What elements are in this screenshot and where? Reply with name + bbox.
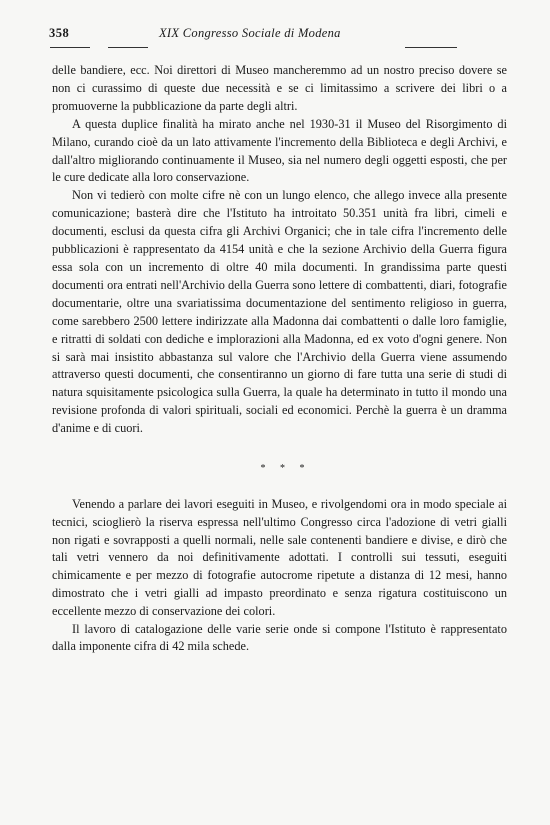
section-separator: * * * [260,463,311,475]
page-header [49,20,507,44]
paragraph: Venendo a parlare dei lavori eseguiti in Museo, e rivolgendomi ora in modo speciale ai tecnici, scioglierò la riserva espressa nell'ultimo Congresso circa l'adozione di vetri gialli non rigati e sovrapposti a quelli normali, nelle sale contenenti bandiere e divise, e dirò che tali vetri vennero da noi definitivamente adottati. I controlli sui tessuti, eseguiti chimicamente e per mezzo di fotografie autocrome ripetute a distanza di 12 mesi, hanno dimostrato che i vetri gialli ad impasto preordinato e senza rigatura costituiscono un eccellente mezzo di conservazione dei colori. [52,497,507,618]
paragraph: delle bandiere, ecc. Noi direttori di Museo mancheremmo ad un nostro preciso dovere se non ci curassimo di queste due necessità e se ci limitassimo a scrivere dei libri o a promuoverne la pubblicazione da parte degli altri. [52,63,507,113]
header-rule [108,47,148,48]
body-text [52,62,507,656]
document-page [49,20,507,654]
paragraph: Non vi tedierò con molte cifre nè con un lungo elenco, che allego invece alla presente comunicazione; basterà dire che l'Istituto ha introitato 50.351 unità fra libri, cimeli e documenti, esclusi da questa cifra gli Archivi Organici; che in tale cifra l'incremento delle pubblicazioni è rappresentato da 4154 unità e che la sezione Archivio della Guerra figura essa sola con un incremento di oltre 40 mila documenti. In grandissima parte questi documenti ora entrati nell'Archivio della Guerra sono lettere di combattenti, diari, fotografie documentarie, oltre una svariatissima documentazione del sentimento religioso in guerra, come sarebbero 2500 lettere indirizzate alla Madonna dai combattenti o dalle loro famiglie, e ritratti di soldati con dediche e implorazioni alla Madonna, ed ex voto d'ogni genere. Non si sarà mai insistito abbastanza sul valore che l'Archivio della Guerra viene assumendo attraverso questi documenti, che consentiranno un giorno di fare tutta una serie di studi di natura squisitamente psicologica sulla Guerra, la quale ha determinato in tutto il mondo una revisione profonda di valori spirituali, sociali ed economici. Perchè la guerra è un dramma d'anime e di cuori. [52,188,507,436]
paragraph: A questa duplice finalità ha mirato anche nel 1930-31 il Museo del Risorgimento di Milano, curando cioè da un lato attivamente l'incremento della Biblioteca e degli Archivi, e dall'altro migliorando continuamente il Museo, sia nel numero degli oggetti esposti, che per le cure dedicate alla loro conservazione. [52,116,507,185]
header-rule [405,47,457,48]
lower-section [52,496,507,656]
paragraph: Il lavoro di catalogazione delle varie serie onde si compone l'Istituto è rappresentato dalla imponente cifra di 42 mila schede. [52,621,507,654]
running-title: XIX Congresso Sociale di Modena [159,26,341,40]
page-number: 358 [49,26,70,40]
header-rule [50,47,90,48]
